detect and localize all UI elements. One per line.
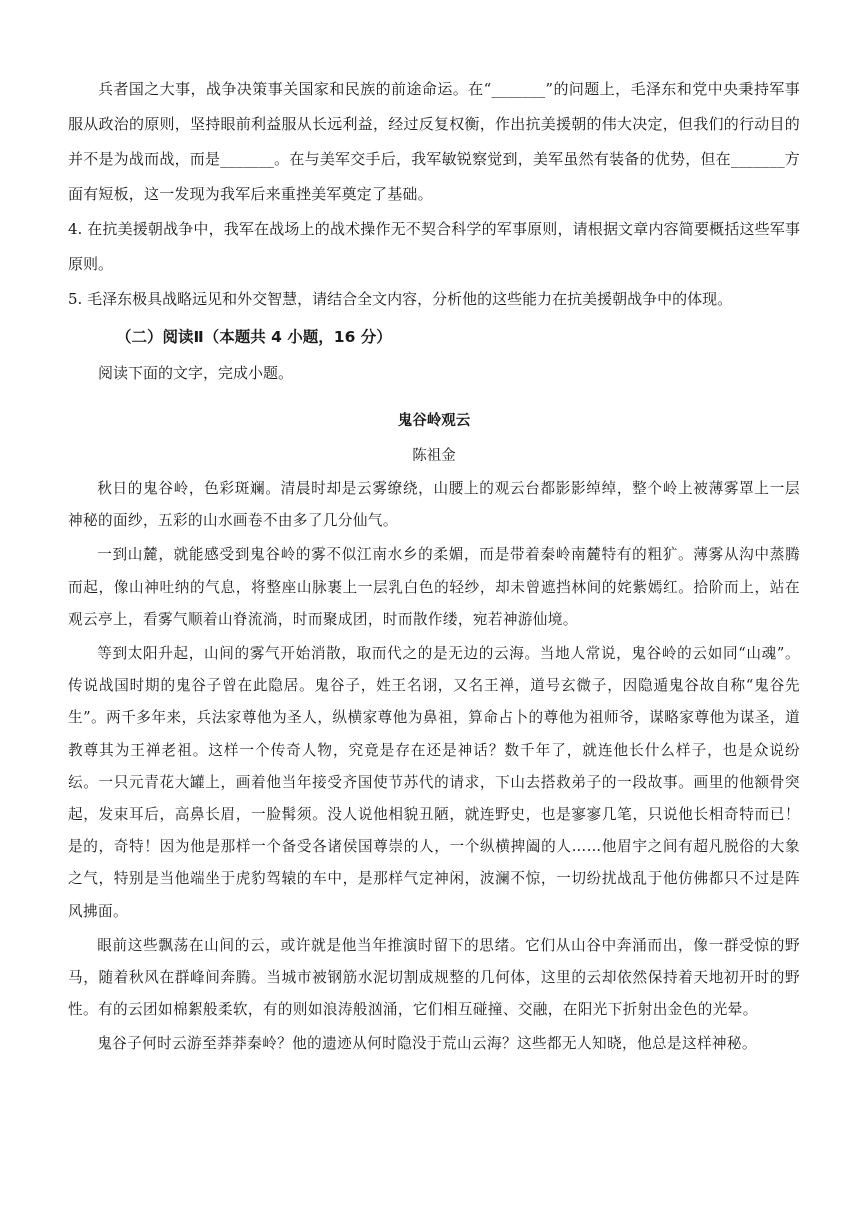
article-paragraph: 秋日的鬼谷岭，色彩斑斓。清晨时却是云雾缭绕，山腰上的观云台都影影绰绰，整个岭上被薄雾罩上一层神秘的面纱，五彩的山水画卷不由多了几分仙气。	[68, 480, 800, 530]
question-5: 5. 毛泽东极具战略远见和外交智慧，请结合全文内容，分析他的这些能力在抗美援朝战争中的体现。	[68, 290, 733, 308]
article-paragraph: 一到山麓，就能感受到鬼谷岭的雾不似江南水乡的柔媚，而是带着秦岭南麓特有的粗犷。薄雾从沟中蒸腾而起，像山神吐纳的气息，将整座山脉裹上一层乳白色的轻纱，却未曾遮挡林间的姹紫嫣红。拾阶而上，站在观云亭上，看雾气顺着山脊流淌，时而聚成团，时而散作缕，宛若神游仙境。	[68, 546, 800, 628]
article-title: 鬼谷岭观云	[397, 413, 471, 429]
reading-instruction: 阅读下面的文字，完成小题。	[98, 364, 294, 382]
article-paragraph: 鬼谷子何时云游至莽莽秦岭？他的遗迹从何时隐没于荒山云海？这些都无人知晓，他总是这样神秘。	[97, 1035, 757, 1053]
question-4: 4. 在抗美援朝战争中，我军在战场上的战术操作无不契合科学的军事原则，请根据文章内容简要概括这些军事原则。	[68, 220, 800, 273]
section-heading: （二）阅读Ⅱ（本题共 4 小题，16 分）	[116, 328, 392, 346]
fill-in-paragraph: 兵者国之大事，战争决策事关国家和民族的前途命运。在“_______”的问题上，毛泽东和党中央秉持军事服从政治的原则，坚持眼前利益服从长远利益，经过反复权衡，作出抗美援朝的伟大决定，但我们的行动目的并不是为战而战，而是_______。在与美军交手后，我军敏锐察觉到，美军虽然有装备的优势，但在_______方面有短板，这一发现为我军后来重挫美军奠定了基础。	[68, 80, 800, 203]
article-paragraph: 眼前这些飘荡在山间的云，或许就是他当年推演时留下的思绪。它们从山谷中奔涌而出，像一群受惊的野马，随着秋风在群峰间奔腾。当城市被钢筋水泥切割成规整的几何体，这里的云却依然保持着天地初开时的野性。有的云团如棉絮般柔软，有的则如浪涛般汹涌，它们相互碰撞、交融，在阳光下折射出金色的光晕。	[68, 936, 800, 1019]
article-author: 陈祖金	[412, 448, 456, 464]
article-paragraph: 等到太阳升起，山间的雾气开始消散，取而代之的是无边的云海。当地人常说，鬼谷岭的云如同“山魂”。传说战国时期的鬼谷子曾在此隐居。鬼谷子，姓王名诩，又名王禅，道号玄微子，因隐遁鬼谷故自称“鬼谷先生”。两千多年来，兵法家尊他为圣人，纵横家尊他为鼻祖，算命占卜的尊他为祖师爷，谋略家尊他为谋圣，道教尊其为王禅老祖。这样一个传奇人物，究竟是存在还是神话？数千年了，就连他长什么样子，也是众说纷纭。一只元青花大罐上，画着他当年接受齐国使节苏代的请求，下山去搭救弟子的一段故事。画里的他额骨突起，发束耳后，高鼻长眉，一脸髯须。没人说他相貌丑陋，就连野史，也是寥寥几笔，只说他长相奇特而已！是的，奇特！因为他是那样一个备受各诸侯国尊崇的人，一个纵横捭阖的人……他眉宇之间有超凡脱俗的大象之气，特别是当他端坐于虎豹驾辕的车中，是那样气定神闲，波澜不惊，一切纷扰战乱于他仿佛都只不过是阵风拂面。	[68, 645, 800, 920]
